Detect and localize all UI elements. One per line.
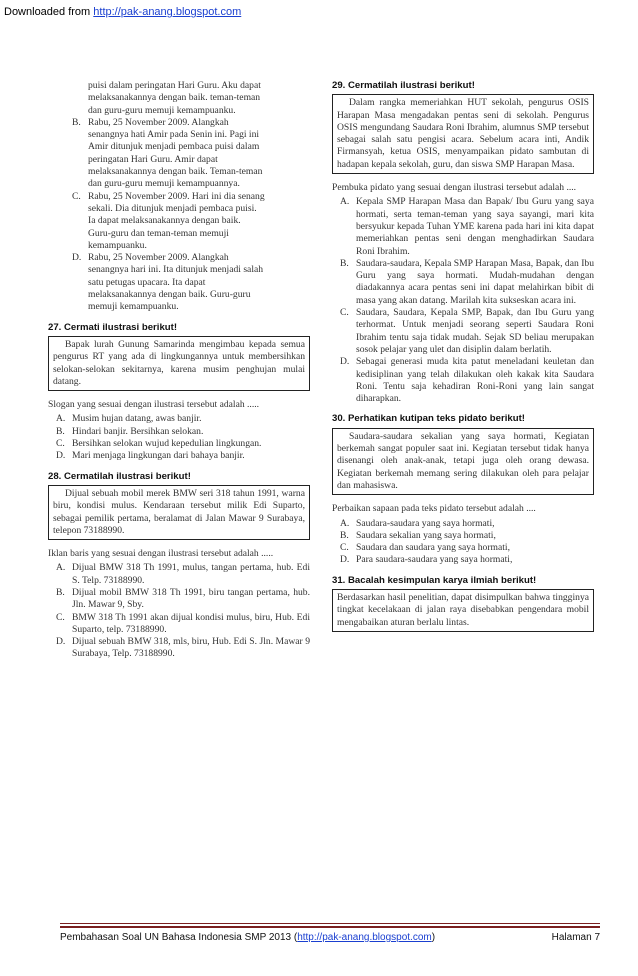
option-text: Saudara sekalian yang saya hormati, [356,529,496,541]
option-text: Dijual sebuah BMW 318, mls, biru, Hub. Edi S. Jln. Mawar 9 Surabaya, Telp. 73188990. [72,636,310,660]
text-line: melaksanakannya dengan baik. teman-teman [88,92,261,104]
option-label: D. [340,356,350,368]
option-b [48,587,310,612]
option-label: D. [56,450,66,462]
option-d [48,636,310,661]
question-text: Pembuka pidato yang sesuai dengan ilustrasi tersebut adalah .... [332,182,577,194]
spacer [48,463,310,471]
q26-option-d [48,252,310,313]
question-30 [332,413,594,566]
footer-link[interactable]: http://pak-anang.blogspot.com [297,932,432,943]
page-footer [60,932,600,943]
footer-prefix: Pembahasan Soal UN Bahasa Indonesia SMP 2013 ( [60,932,298,943]
text-line: sekali. Dia ditunjuk menjadi pembaca puisi. [88,202,257,214]
text-line: senangnya hati Amir pada Senin ini. Pagi ini [88,129,260,141]
option-c [48,438,310,450]
option-text: Hindari banjir. Bersihkan selokan. [72,425,204,437]
option-label: D. [340,554,350,566]
q26-option-a-tail [48,80,310,117]
option-text: Kepala SMP Harapan Masa dan Bapak/ Ibu Guru yang saya hormati, serta teman-teman yang saya sayangi, mari kita bersyukur kepada Tuhan YME karena pada hari ini kita dapat memeriahkan pentas seni dengan menghadirkan Saudara Roni Ibrahim. [356,196,594,257]
option-b [48,426,310,438]
option-a [48,562,310,587]
option-a [332,518,594,530]
text-line: puisi dalam peringatan Hari Guru. Aku dapat [88,80,261,91]
text-line: Guru-guru dan teman-teman memuji [88,227,229,239]
option-a [332,196,594,257]
question-29 [332,80,594,405]
illustration-box: Dalam rangka memeriahkan HUT sekolah, pengurus OSIS Harapan Masa mengadakan pentas seni di sekolah. Pengurus OSIS mengundang Saudara Roni Ibrahim, alumnus SMP tersebut sebagai salah satu pengisi acara. Sebelum acara inti, Andik Firmansyah, ketua OSIS, menyampaikan pidato sambutan di hadapan kepala sekolah, guru, dan siswa SMP Harapan Masa. [332,94,594,174]
text-line: dan guru-guru memuji kemampuannya. [88,178,240,190]
option-text [88,252,310,313]
option-text: Saudara, Saudara, Kepala SMP, Bapak, dan Ibu Guru yang terhormat. Untuk menjadi seorang seperti Saudara Roni Ibrahim tentu saja tidak mudah. Sejak SD beliau merupakan sosok pelajar yang ulet dan disiplin dalam berlatih. [356,307,594,355]
text-line: Amir ditunjuk menjadi pembaca puisi dalam [88,141,260,153]
option-label: C. [72,190,81,202]
option-label: D. [72,252,82,264]
question-text: Iklan baris yang sesuai dengan ilustrasi tersebut adalah ..... [48,548,274,560]
option-label: D. [56,636,66,648]
option-d [332,554,594,566]
right-column [332,80,594,640]
question-28 [48,471,310,661]
question-27 [48,322,310,463]
option-b [332,258,594,307]
download-source-link[interactable]: http://pak-anang.blogspot.com [93,6,242,18]
option-text [88,117,310,191]
q26-option-b [48,117,310,191]
option-text: Mari menjaga lingkungan dari bahaya banjir. [72,450,245,462]
text-line: memuji kemampuanku. [88,301,179,313]
q26-continuation [48,80,310,314]
footer-suffix: ) [431,932,436,943]
option-text: Saudara-saudara yang saya hormati, [356,517,495,529]
question-title: 27. Cermati ilustrasi berikut! [48,321,178,333]
spacer [332,405,594,413]
text-line: peringatan Hari Guru. Amir dapat [88,153,218,165]
option-label: A. [340,196,350,208]
question-text: Slogan yang sesuai dengan ilustrasi tersebut adalah ..... [48,399,260,411]
download-source-line [4,6,241,18]
footer-rule-thin [60,923,600,924]
option-label: B. [56,586,65,598]
spacer [332,567,594,575]
option-label: C. [56,438,65,450]
text-line: Rabu, 25 November 2009. Alangkah [88,116,229,128]
text-line: Rabu, 25 November 2009. Hari ini dia senang [88,190,265,202]
illustration-box: Berdasarkan hasil penelitian, dapat disimpulkan bahwa tingginya tingkat kecelakaan di jalan raya disebabkan pengendara mobil mengabaikan aturan berlalu lintas. [332,589,594,632]
left-column [48,80,310,661]
question-title: 31. Bacalah kesimpulan karya ilmiah berikut! [332,574,537,586]
illustration-box: Saudara-saudara sekalian yang saya hormati, Kegiatan berkemah sangat populer saat ini. Kegiatan tersebut tidak hanya disenangi oleh anak-anak, tetapi juga oleh orang dewasa. Kegiatan berkemah memang sering dilakukan oleh para pelajar dan mahasiswa. [332,428,594,495]
question-text: Perbaikan sapaan pada teks pidato tersebut adalah .... [332,503,536,515]
text-line: melaksanakannya dengan baik. Guru-guru [88,289,251,301]
option-label: B. [340,257,349,269]
option-b [332,530,594,542]
text-line: melaksanakannya dengan baik. Teman-teman [88,166,263,178]
option-text: BMW 318 Th 1991 akan dijual kondisi mulus, biru, Hub. Edi Suparto, telp. 73188990. [72,611,310,635]
option-a [48,413,310,425]
option-c [332,542,594,554]
option-label: C. [56,611,65,623]
option-text: Saudara-saudara, Kepala SMP Harapan Masa, Bapak, dan Ibu Guru yang saya hormati. Mudah-mudahan dengan diadakannya acara pentas seni ini dapat melahirkan bibit di masa yang akan datang. Marilah kita sukseskan acara ini. [356,257,594,306]
text-line: dan guru-guru memuji kemampuanku. [88,104,236,116]
q26-option-c [48,191,310,252]
option-c [48,612,310,637]
option-label: C. [340,307,349,319]
option-text: Dijual mobil BMW 318 Th 1991, biru tangan pertama, hub. Jln. Mawar 9, Sby. [72,586,310,611]
text-line: Ia dapat melaksanakannya dengan baik. [88,215,241,227]
illustration-box: Bapak lurah Gunung Samarinda mengimbau kepada semua pengurus RT yang ada di lingkungannya untuk membersihkan selokan-selokan sekitarnya, karena musim penghujan mulai datang. [48,336,310,391]
page-number: Halaman 7 [551,932,600,943]
illustration-box: Dijual sebuah mobil merek BMW seri 318 tahun 1991, warna biru, kondisi mulus. Kendaraan tersebut milik Edi Suparto, sebagai pemilik pertama, beralamat di Jalan Mawar 9 Surabaya, telepon 73188990. [48,485,310,540]
option-label: A. [56,413,66,425]
option-text: Bersihkan selokan wujud kepedulian lingkungan. [72,438,262,450]
text-line: satu petugas upacara. Ita dapat [88,276,206,288]
option-text: Para saudara-saudara yang saya hormati, [356,554,513,566]
option-label: A. [56,562,66,574]
question-title: 30. Perhatikan kutipan teks pidato berikut! [332,413,525,425]
option-d [332,356,594,405]
question-31 [332,575,594,632]
option-text: Dijual BMW 318 Th 1991, mulus, tangan pertama, hub. Edi S. Telp. 73188990. [72,562,310,586]
option-text [88,191,310,252]
question-title: 28. Cermatilah ilustrasi berikut! [48,470,191,482]
option-label: B. [56,425,65,437]
spacer [48,314,310,322]
text-line: kemampuanku. [88,239,147,251]
option-text: Sebagai generasi muda kita patut meneladani keuletan dan kedisiplinan yang telah dilakukan oleh kakak kita Saudara Roni. Tentu saja kehadiran Roni-Roni yang lain sangat diharapkan. [356,356,594,405]
option-label: C. [340,542,349,554]
text-line: senangnya hari ini. Ita ditunjuk menjadi salah [88,264,264,276]
option-label: B. [72,116,81,128]
footer-rule-thick [60,926,600,928]
option-label: B. [340,529,349,541]
text-line: Rabu, 25 November 2009. Alangkah [88,252,229,264]
question-title: 29. Cermatilah ilustrasi berikut! [332,80,475,91]
option-text: Musim hujan datang, awas banjir. [72,413,202,425]
option-c [332,307,594,356]
download-prefix: Downloaded from [4,6,91,18]
option-text: Saudara dan saudara yang saya hormati, [356,542,510,554]
option-d [48,450,310,462]
option-label: A. [340,517,350,529]
